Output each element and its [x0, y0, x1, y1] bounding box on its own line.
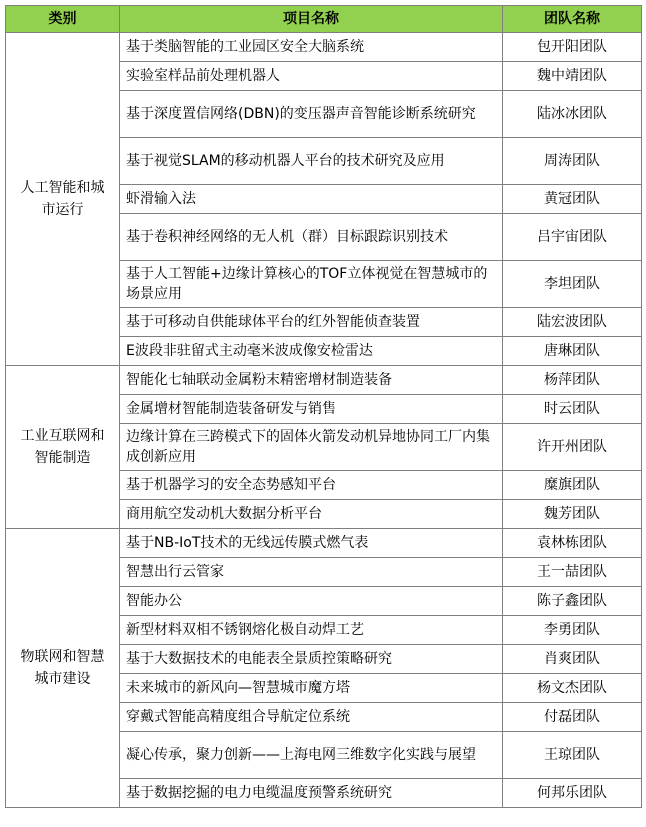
- project-cell: 基于深度置信网络(DBN)的变压器声音智能诊断系统研究: [120, 91, 503, 138]
- team-cell: 包开阳团队: [503, 33, 642, 62]
- project-cell: 未来城市的新风向—智慧城市魔方塔: [120, 674, 503, 703]
- team-cell: 周涛团队: [503, 138, 642, 185]
- project-cell: 边缘计算在三跨模式下的固体火箭发动机异地协同工厂内集成创新应用: [120, 424, 503, 471]
- team-cell: 李坦团队: [503, 261, 642, 308]
- team-cell: 魏芳团队: [503, 500, 642, 529]
- table-header-row: [6, 6, 642, 33]
- project-cell: 基于NB-IoT技术的无线远传膜式燃气表: [120, 529, 503, 558]
- project-cell: 基于数据挖掘的电力电缆温度预警系统研究: [120, 779, 503, 808]
- project-cell: 智能办公: [120, 587, 503, 616]
- project-cell: 智慧出行云管家: [120, 558, 503, 587]
- team-cell: 杨萍团队: [503, 366, 642, 395]
- team-cell: 付磊团队: [503, 703, 642, 732]
- project-cell: 基于人工智能+边缘计算核心的TOF立体视觉在智慧城市的场景应用: [120, 261, 503, 308]
- team-cell: 唐琳团队: [503, 337, 642, 366]
- project-table: [5, 5, 642, 808]
- table-row: [6, 33, 642, 62]
- team-cell: 黄冠团队: [503, 185, 642, 214]
- project-cell: 基于类脑智能的工业园区安全大脑系统: [120, 33, 503, 62]
- project-cell: E波段非驻留式主动毫米波成像安检雷达: [120, 337, 503, 366]
- table-row: [6, 366, 642, 395]
- team-cell: 何邦乐团队: [503, 779, 642, 808]
- project-cell: 基于视觉SLAM的移动机器人平台的技术研究及应用: [120, 138, 503, 185]
- team-cell: 魏中靖团队: [503, 62, 642, 91]
- project-cell: 基于机器学习的安全态势感知平台: [120, 471, 503, 500]
- team-cell: 王琼团队: [503, 732, 642, 779]
- team-cell: 杨文杰团队: [503, 674, 642, 703]
- category-cell: 工业互联网和智能制造: [6, 366, 120, 529]
- project-cell: 新型材料双相不锈钢熔化极自动焊工艺: [120, 616, 503, 645]
- table-row: [6, 529, 642, 558]
- team-cell: 陈子鑫团队: [503, 587, 642, 616]
- header-team: 团队名称: [503, 6, 642, 33]
- team-cell: 肖爽团队: [503, 645, 642, 674]
- project-cell: 基于卷积神经网络的无人机（群）目标跟踪识别技术: [120, 214, 503, 261]
- team-cell: 吕宇宙团队: [503, 214, 642, 261]
- header-project: 项目名称: [120, 6, 503, 33]
- team-cell: 李勇团队: [503, 616, 642, 645]
- category-cell: 人工智能和城市运行: [6, 33, 120, 366]
- team-cell: 王一喆团队: [503, 558, 642, 587]
- category-cell: 物联网和智慧城市建设: [6, 529, 120, 808]
- team-cell: 时云团队: [503, 395, 642, 424]
- project-cell: 穿戴式智能高精度组合导航定位系统: [120, 703, 503, 732]
- team-cell: 袁林栋团队: [503, 529, 642, 558]
- team-cell: 陆宏波团队: [503, 308, 642, 337]
- project-cell: 商用航空发动机大数据分析平台: [120, 500, 503, 529]
- project-cell: 基于可移动自供能球体平台的红外智能侦查装置: [120, 308, 503, 337]
- team-cell: 糜旗团队: [503, 471, 642, 500]
- team-cell: 陆冰冰团队: [503, 91, 642, 138]
- project-cell: 智能化七轴联动金属粉末精密增材制造装备: [120, 366, 503, 395]
- header-category: 类别: [6, 6, 120, 33]
- project-cell: 虾滑输入法: [120, 185, 503, 214]
- project-cell: 基于大数据技术的电能表全景质控策略研究: [120, 645, 503, 674]
- team-cell: 许开州团队: [503, 424, 642, 471]
- project-cell: 凝心传承，聚力创新——上海电网三维数字化实践与展望: [120, 732, 503, 779]
- project-cell: 金属增材智能制造装备研发与销售: [120, 395, 503, 424]
- project-cell: 实验室样品前处理机器人: [120, 62, 503, 91]
